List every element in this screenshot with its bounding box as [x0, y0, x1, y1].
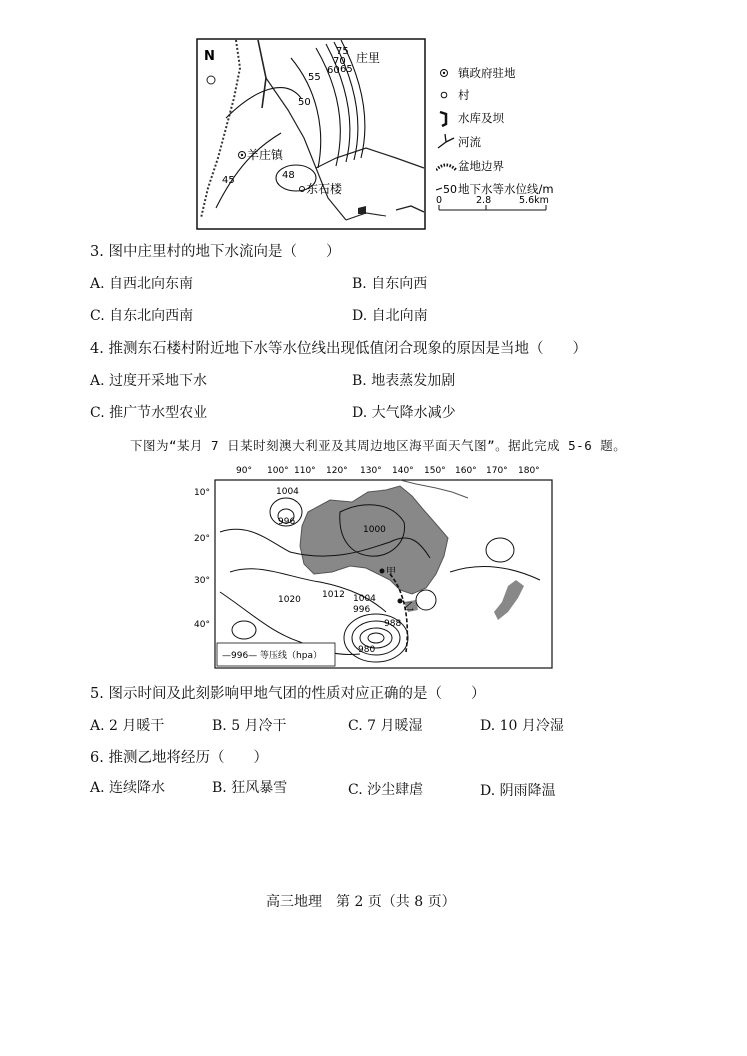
question-3-option-c[interactable]: C. 自东北向西南 — [90, 308, 194, 324]
question-5-option-b[interactable]: B. 5 月冷干 — [212, 718, 287, 734]
question-4-option-a[interactable]: A. 过度开采地下水 — [90, 373, 208, 389]
longitude-label: 100° — [267, 466, 289, 476]
question-6-option-a[interactable]: A. 连续降水 — [90, 780, 166, 796]
legend-groundwater: 地下水等水位线/m — [458, 182, 554, 196]
town-label: 羊庄镇 — [247, 148, 284, 162]
question-4-stem: 4. 推测东石楼村附近地下水等水位线出现低值闭合现象的原因是当地（ ） — [90, 341, 587, 357]
map-frame — [197, 39, 425, 229]
groundwater-legend — [436, 62, 576, 222]
page-footer: 高三地理 第 2 页（共 8 页） — [266, 894, 456, 910]
town-seat-icon — [241, 154, 243, 156]
legend-basin-edge: 盆地边界 — [458, 159, 504, 173]
village-label-dongshilou: 东石楼 — [306, 182, 343, 196]
longitude-label: 140° — [392, 466, 414, 476]
isobar-label: 1012 — [322, 590, 345, 600]
contour-label: 55 — [308, 72, 321, 83]
longitude-label: 170° — [486, 466, 508, 476]
latitude-label: 20° — [194, 534, 210, 544]
isobar-label: 988 — [384, 619, 402, 629]
question-6-stem: 6. 推测乙地将经历（ ） — [90, 750, 268, 766]
question-3-option-a[interactable]: A. 自西北向东南 — [90, 276, 194, 292]
latitude-label: 40° — [194, 620, 210, 630]
legend-town-seat: 镇政府驻地 — [458, 66, 516, 80]
weather-map-intro: 下图为“某月 7 日某时刻澳大利亚及其周边地区海平面天气图”。据此完成 5-6 题。 — [130, 438, 627, 453]
longitude-label: 180° — [518, 466, 540, 476]
weather-map — [190, 462, 560, 672]
contour-label: 65 — [340, 64, 353, 75]
longitude-label: 150° — [424, 466, 446, 476]
isobar-label: 980 — [358, 645, 376, 655]
question-4-option-d[interactable]: D. 大气降水减少 — [352, 405, 456, 421]
question-4-option-b[interactable]: B. 地表蒸发加剧 — [352, 373, 456, 389]
longitude-label: 110° — [294, 466, 316, 476]
legend-river: 河流 — [458, 135, 481, 149]
question-6-option-b[interactable]: B. 狂风暴雪 — [212, 780, 288, 796]
village-label-zhuangli: 庄里 — [356, 51, 381, 65]
scale-label: 2.8 — [476, 195, 492, 206]
location-jia-label: 甲 — [386, 567, 396, 578]
contour-label: 48 — [282, 170, 295, 181]
isobar-label: 996 — [278, 517, 296, 527]
longitude-label: 130° — [360, 466, 382, 476]
isobar-label: 1000 — [363, 525, 386, 535]
question-5-option-a[interactable]: A. 2 月暖干 — [90, 718, 165, 734]
contour-label: 70 — [333, 56, 346, 67]
contour-label: 75 — [336, 46, 349, 57]
question-3-option-d[interactable]: D. 自北向南 — [352, 308, 428, 324]
isobar-label: 1020 — [278, 595, 301, 605]
question-5-option-c[interactable]: C. 7 月暖湿 — [348, 718, 423, 734]
question-3-stem: 3. 图中庄里村的地下水流向是（ ） — [90, 244, 341, 260]
north-label: N — [204, 49, 215, 64]
question-6-option-c[interactable]: C. 沙尘肆虐 — [348, 782, 424, 798]
groundwater-line-icon — [436, 188, 442, 190]
contour-label: 45 — [222, 175, 235, 186]
town-seat-icon — [443, 72, 445, 74]
scale-label: 5.6km — [519, 195, 549, 206]
longitude-label: 160° — [455, 466, 477, 476]
legend-groundwater-sample: 50 — [443, 183, 457, 196]
contour-label: 50 — [298, 97, 311, 108]
legend-village: 村 — [458, 88, 470, 102]
longitude-label: 90° — [236, 466, 252, 476]
contour-label: 60 — [327, 65, 340, 76]
longitude-label: 120° — [326, 466, 348, 476]
question-5-stem: 5. 图示时间及此刻影响甲地气团的性质对应正确的是（ ） — [90, 686, 486, 702]
question-5-option-d[interactable]: D. 10 月冷湿 — [480, 718, 564, 734]
scale-label: 0 — [436, 195, 443, 206]
latitude-label: 10° — [194, 488, 210, 498]
question-4-option-c[interactable]: C. 推广节水型农业 — [90, 405, 208, 421]
isobar-legend: —996— 等压线（hpa） — [222, 651, 322, 661]
location-yi-marker — [398, 599, 403, 604]
question-3-option-b[interactable]: B. 自东向西 — [352, 276, 428, 292]
latitude-labels — [194, 488, 210, 630]
legend-reservoir: 水库及坝 — [458, 111, 504, 125]
question-6-option-d[interactable]: D. 阴雨降温 — [480, 783, 556, 799]
location-yi-label: 乙 — [404, 602, 414, 613]
reservoir-icon — [440, 112, 446, 126]
village-icon — [441, 92, 447, 98]
longitude-labels — [236, 466, 540, 476]
latitude-label: 30° — [194, 576, 210, 586]
isobar-label: 1004 — [276, 487, 299, 497]
basin-boundary-icon — [436, 165, 456, 170]
isobar-label: 996 — [353, 605, 371, 615]
river-icon — [438, 134, 454, 148]
groundwater-map — [196, 38, 426, 230]
location-jia-marker — [380, 569, 385, 574]
isobar-label: 1004 — [353, 594, 376, 604]
